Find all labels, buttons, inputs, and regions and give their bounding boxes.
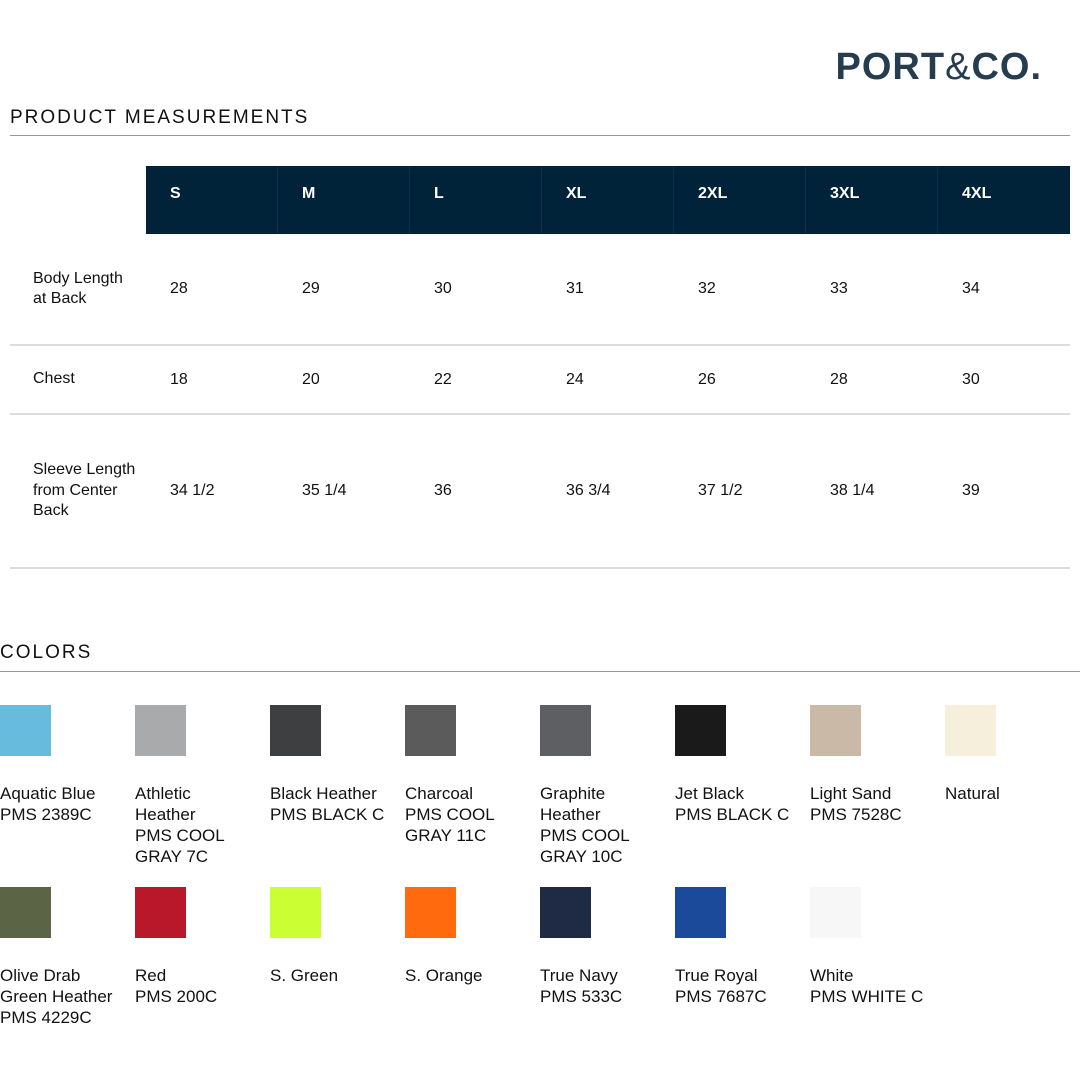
measurements-title: PRODUCT MEASUREMENTS (10, 107, 310, 128)
size-header: XL (542, 166, 674, 234)
color-swatch (0, 887, 51, 938)
color-item-true-royal (675, 887, 810, 1007)
table-cell: 36 (434, 482, 452, 499)
measurements-divider (10, 135, 1070, 136)
table-cell: 28 (830, 370, 848, 388)
color-name: S. Orange (405, 966, 483, 985)
table-cell: 37 1/2 (698, 482, 743, 499)
table-cell: 34 (962, 280, 980, 297)
table-row-chest (10, 346, 1070, 413)
color-pms: PMS BLACK C (270, 805, 385, 824)
color-swatch (135, 887, 186, 938)
color-pms: PMS BLACK C (675, 805, 790, 824)
color-name: Graphite Heather (540, 784, 606, 824)
color-swatch (270, 705, 321, 756)
table-cell: 26 (698, 370, 716, 388)
table-cell: 36 3/4 (566, 482, 611, 499)
color-item-olive-drab (0, 887, 135, 1028)
color-name: Red (135, 966, 167, 985)
color-swatch (810, 705, 861, 756)
color-name: Black Heather (270, 784, 377, 803)
color-item-s-orange (405, 887, 540, 986)
color-name: S. Green (270, 966, 339, 985)
color-pms: PMS 2389C (0, 805, 92, 824)
color-item-charcoal (405, 705, 540, 846)
color-name: True Royal (675, 966, 758, 985)
table-row-body-length (10, 234, 1070, 344)
color-swatch (810, 887, 861, 938)
table-cell: 30 (434, 280, 452, 297)
color-item-athletic-heather (135, 705, 270, 867)
color-item-s-green (270, 887, 405, 986)
color-name: Natural (945, 784, 1000, 803)
size-header: S (146, 166, 278, 234)
color-pms: PMS 4229C (0, 1008, 92, 1027)
color-item-white (810, 887, 945, 1007)
table-cell: 28 (170, 280, 188, 297)
color-item-jet-black (675, 705, 810, 825)
table-cell: 33 (830, 280, 848, 297)
table-cell: 20 (302, 370, 320, 388)
color-pms: PMS 200C (135, 987, 218, 1006)
table-cell: 22 (434, 370, 452, 388)
color-pms: PMS 533C (540, 987, 623, 1006)
colors-title: COLORS (0, 642, 93, 663)
color-name: True Navy (540, 966, 618, 985)
size-header-row (146, 166, 1070, 234)
size-header: 4XL (962, 185, 992, 202)
colors-divider (0, 671, 1080, 672)
color-swatch (405, 705, 456, 756)
color-item-light-sand (810, 705, 945, 825)
color-pms: PMS COOL GRAY 11C (405, 805, 495, 845)
color-swatch (540, 705, 591, 756)
color-pms: PMS 7528C (810, 805, 902, 824)
table-cell: 32 (698, 280, 716, 297)
color-item-aquatic-blue (0, 705, 135, 825)
table-cell: 31 (566, 280, 584, 297)
color-swatch (270, 887, 321, 938)
color-swatch (945, 705, 996, 756)
color-swatch (540, 887, 591, 938)
size-header: M (278, 166, 410, 234)
color-swatch (675, 705, 726, 756)
table-row-sleeve-length (10, 415, 1070, 567)
row-divider (10, 567, 1070, 569)
size-header: 3XL (806, 166, 938, 234)
color-name: Athletic Heather (135, 784, 196, 824)
color-item-natural (945, 705, 1080, 804)
table-cell: 24 (566, 370, 584, 388)
table-cell: 29 (302, 280, 320, 297)
color-pms: PMS COOL GRAY 7C (135, 826, 225, 866)
color-item-red (135, 887, 270, 1007)
color-name: Light Sand (810, 784, 892, 803)
color-pms: PMS WHITE C (810, 987, 924, 1006)
color-item-true-navy (540, 887, 675, 1007)
color-pms: PMS 7687C (675, 987, 767, 1006)
color-pms: PMS COOL GRAY 10C (540, 826, 630, 866)
color-name: White (810, 966, 854, 985)
table-cell: 30 (962, 370, 980, 388)
color-name: Charcoal (405, 784, 474, 803)
color-swatch (675, 887, 726, 938)
color-item-graphite-heather (540, 705, 675, 867)
table-cell: 38 1/4 (830, 482, 875, 499)
row-label: Body Length at Back (33, 269, 123, 307)
color-swatch (0, 705, 51, 756)
color-name: Olive Drab Green Heather (0, 966, 113, 1006)
table-cell: 18 (170, 370, 188, 388)
color-item-black-heather (270, 705, 405, 825)
size-header: L (410, 166, 542, 234)
table-cell: 35 1/4 (302, 482, 347, 499)
table-cell: 39 (962, 482, 980, 499)
row-label: Sleeve Length from Center Back (33, 461, 136, 520)
color-name: Aquatic Blue (0, 784, 96, 803)
port-and-co-logo: PORT&CO. (835, 46, 1042, 88)
row-label: Chest (33, 370, 75, 388)
size-header: 2XL (674, 166, 806, 234)
table-cell: 34 1/2 (170, 482, 215, 499)
color-swatch (135, 705, 186, 756)
color-name: Jet Black (675, 784, 744, 803)
color-swatch (405, 887, 456, 938)
